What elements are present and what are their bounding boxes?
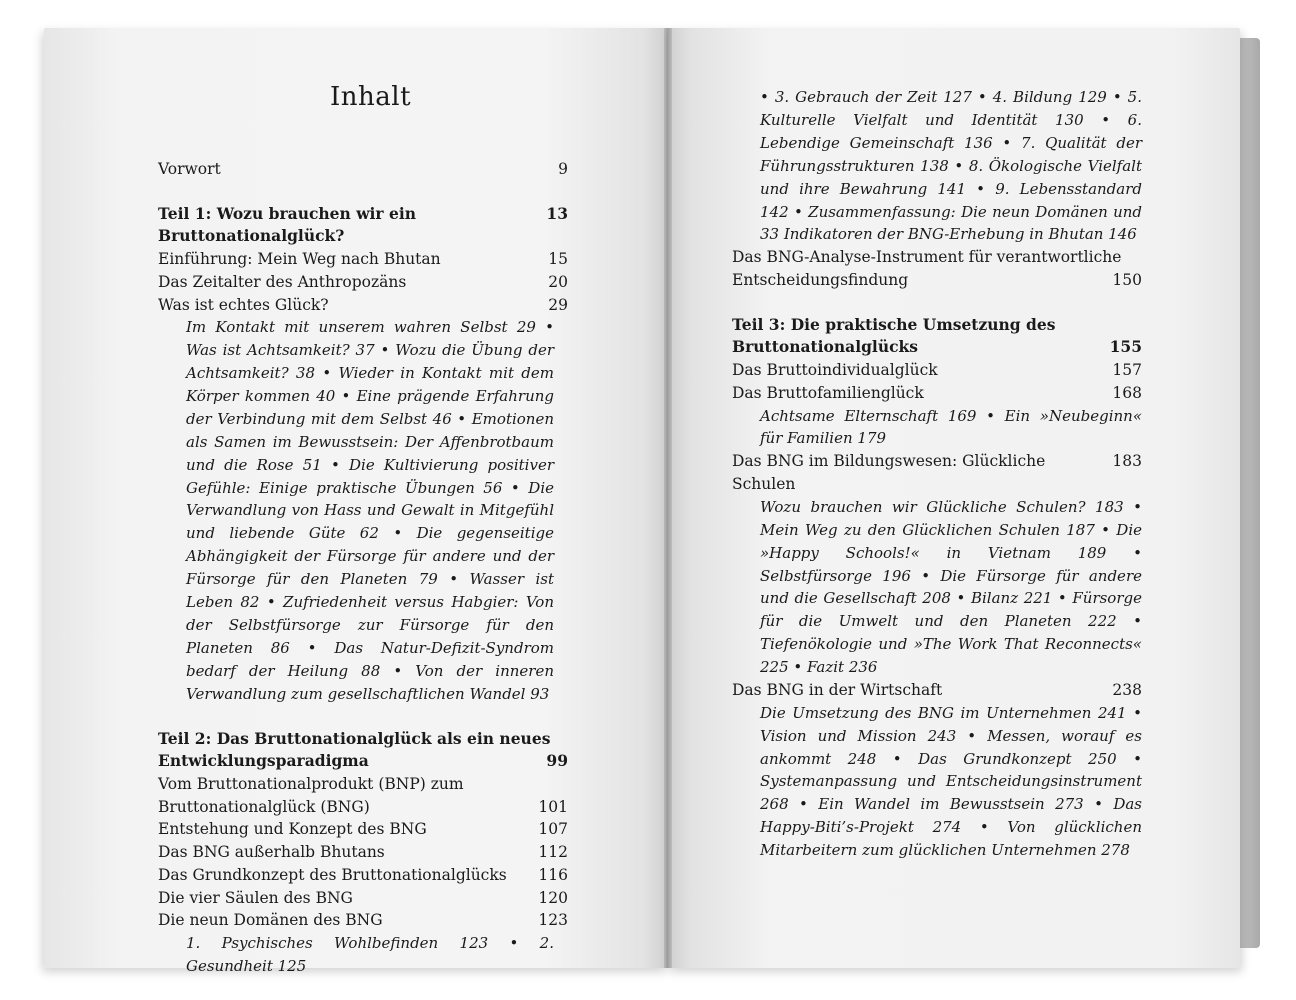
- toc-page: 107: [538, 820, 568, 839]
- toc-entry: [158, 248, 568, 271]
- toc-label: Entwicklungsparadigma: [158, 751, 369, 771]
- toc-entry-vorwort: [158, 158, 568, 181]
- toc-part-2: [158, 750, 568, 773]
- toc-entry: [732, 679, 1142, 702]
- toc-entry: [732, 359, 1142, 382]
- toc-right-column: [732, 86, 1142, 862]
- toc-label: Das Zeitalter des Anthropozäns: [158, 272, 407, 291]
- toc-subsections: 1. Psychisches Wohlbefinden 123 • 2. Gesundheit 125: [186, 933, 554, 975]
- toc-page: 99: [546, 751, 568, 771]
- toc-label: Die neun Domänen des BNG: [158, 911, 383, 930]
- toc-label: Das BNG in der Wirtschaft: [732, 681, 943, 700]
- toc-entry-bnp: [158, 796, 568, 819]
- toc-subsections: Im Kontakt mit unserem wahren Selbst 29 • Was ist Achtsamkeit? 37 • Wozu die Übung der Achtsamkeit? 38 • Wieder in Kontakt mit dem Körper kommen 40 • Eine prägende Erfahrung der Verbindung mit dem Selbst 46 • Emotionen als Samen im Bewusstsein: Der Affenbrotbaum und die Rose 51 • Die Kultivierung positiver Gefühle: Einige praktische Übungen 56 • Die Verwandlung von Hass und Gewalt in Mitgefühl und liebende Güte 62 • Die gegenseitige Abhängigkeit der Fürsorge für andere und der Fürsorge für den Planeten 79 • Wasser ist Leben 82 • Zufriedenheit versus Habgier: Von der Selbstfürsorge zur Fürsorge für den Planeten 86 • Das Natur-Defizit-Syndrom bedarf der Heilung 88 • Von der inneren Verwandlung zum gesellschaftlichen Wandel 93: [186, 318, 554, 703]
- toc-label: Einführung: Mein Weg nach Bhutan: [158, 250, 441, 269]
- toc-page: 112: [538, 843, 568, 862]
- toc-label: Das Grundkonzept des Bruttonationalglücks: [158, 865, 507, 884]
- toc-label: Bruttonationalglück (BNG): [158, 797, 370, 816]
- toc-entry: [732, 382, 1142, 405]
- toc-page: 150: [1112, 271, 1142, 290]
- toc-page: 157: [1112, 361, 1142, 380]
- toc-entry: [158, 864, 568, 887]
- toc-page: 101: [538, 797, 568, 816]
- toc-label: Das Bruttofamilienglück: [732, 383, 924, 402]
- toc-page: 183: [1112, 452, 1142, 471]
- toc-entry: [158, 294, 568, 317]
- toc-page: 15: [548, 250, 568, 269]
- toc-page: 238: [1112, 681, 1142, 700]
- toc-label: Das BNG außerhalb Bhutans: [158, 843, 385, 862]
- toc-part-3-line1: Teil 3: Die praktische Umsetzung des: [732, 314, 1056, 334]
- toc-entry: [158, 841, 568, 864]
- toc-left-column: [158, 158, 568, 978]
- toc-page: 155: [1109, 337, 1142, 357]
- toc-page: 13: [546, 203, 568, 223]
- toc-label: Entstehung und Konzept des BNG: [158, 820, 427, 839]
- toc-label: Entscheidungsfindung: [732, 271, 909, 290]
- toc-part-3: [732, 336, 1142, 359]
- toc-page: 123: [538, 911, 568, 930]
- toc-entry: [732, 450, 1142, 495]
- toc-page: 9: [558, 160, 568, 178]
- toc-entry: [158, 818, 568, 841]
- toc-label: Die vier Säulen des BNG: [158, 888, 353, 907]
- toc-part-2-line1: Teil 2: Das Bruttonationalglück als ein neues: [158, 728, 551, 748]
- toc-entry: [158, 271, 568, 294]
- toc-label: Was ist echtes Glück?: [158, 295, 329, 314]
- toc-label: Teil 1: Wozu brauchen wir ein Bruttonationalglück?: [158, 203, 417, 246]
- toc-label: Das BNG im Bildungswesen: Glückliche Schulen: [732, 452, 1046, 494]
- book-gutter: [664, 28, 672, 968]
- toc-page: 120: [538, 888, 568, 907]
- toc-subsections: • 3. Gebrauch der Zeit 127 • 4. Bildung 129 • 5. Kulturelle Vielfalt und Identität 130 • 6. Lebendige Gemeinschaft 136 • 7. Qualität der Führungsstrukturen 138 • 8. Ökologische Vielfalt und ihre Bewahrung 141 • 9. Lebensstandard 142 • Zusammenfassung: Die neun Domänen und 33 Indikatoren der BNG-Erhebung in Bhutan 146: [760, 88, 1142, 244]
- toc-subsections: Die Umsetzung des BNG im Unternehmen 241 • Vision und Mission 243 • Messen, worauf es ankommt 248 • Das Grundkonzept 250 • Systemanpassung und Entscheidungsinstrument 268 • Ein Wandel im Bewusstsein 273 • Das Happy-Biti’s-Projekt 274 • Von glücklichen Mitarbeitern zum glücklichen Unternehmen 278: [760, 703, 1142, 860]
- toc-entry: [158, 887, 568, 910]
- toc-label: Vorwort: [158, 160, 221, 178]
- page-title: Inhalt: [330, 82, 412, 112]
- toc-entry-bnp-line1: Vom Bruttonationalprodukt (BNP) zum: [158, 775, 464, 794]
- toc-subsections: Wozu brauchen wir Glückliche Schulen? 183 • Mein Weg zu den Glücklichen Schulen 187 • Die »Happy Schools!« in Vietnam 189 • Selbstfürsorge 196 • Die Fürsorge für andere und die Gesellschaft 208 • Bilanz 221 • Fürsorge für die Umwelt und den Planeten 222 • Tiefenökologie und »The Work That Reconnects« 225 • Fazit 236: [760, 497, 1142, 677]
- toc-entry-analyse: [732, 269, 1142, 292]
- toc-part-1: [158, 203, 568, 248]
- toc-entry-analyse-line1: Das BNG-Analyse-Instrument für verantwortliche: [732, 248, 1122, 267]
- toc-page: 29: [548, 295, 568, 314]
- toc-page: 20: [548, 272, 568, 291]
- toc-label: Bruttonationalglücks: [732, 337, 918, 357]
- toc-page: 168: [1112, 383, 1142, 402]
- toc-subsections: Achtsame Elternschaft 169 • Ein »Neubeginn« für Familien 179: [760, 406, 1142, 448]
- toc-page: 116: [538, 865, 568, 884]
- toc-entry: [158, 909, 568, 932]
- toc-label: Das Bruttoindividualglück: [732, 361, 938, 380]
